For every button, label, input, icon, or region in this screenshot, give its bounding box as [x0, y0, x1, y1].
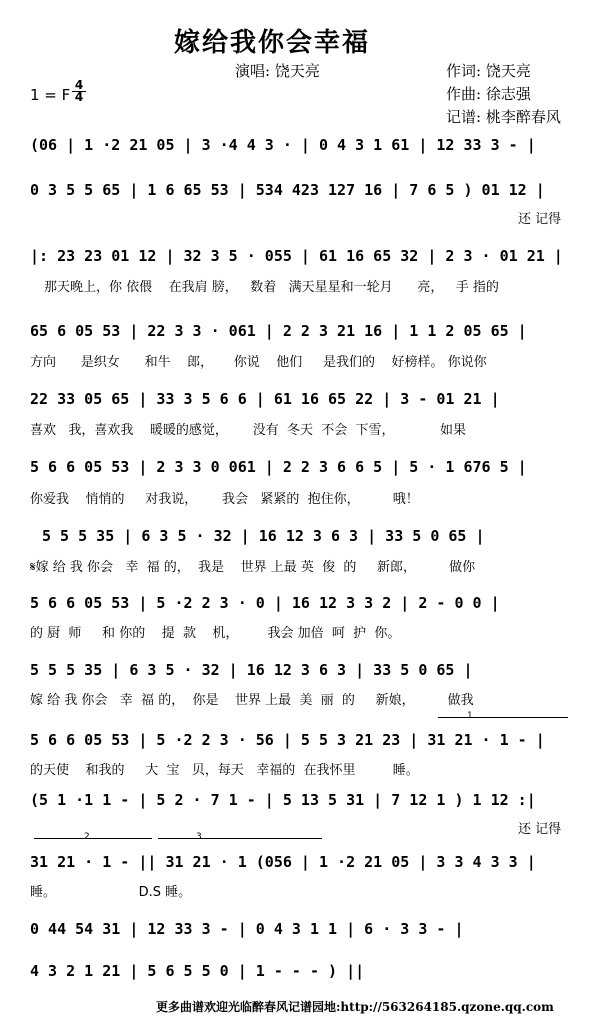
score-line-3	[0, 247, 609, 269]
time-signature	[72, 80, 86, 103]
tuplet-marker: 2	[84, 832, 90, 842]
tuplet-marker: 1	[467, 711, 473, 721]
notes: 5 6 6 05 53 | 2 3 3 0 061 | 2 2 3 6 6 5 | 5 · 1 676 5 |	[30, 458, 527, 476]
time-signature-top: 4	[74, 78, 84, 92]
score-line-11	[0, 791, 609, 813]
lyric-line-6: 你爱我 悄悄的 对我说， 我会 紧紧的 抱住你， 哦！	[30, 492, 419, 507]
lyric-line-3: 那天晚上，你 依偎 在我肩 膀， 数着 满天星星和一轮月 亮， 手 指的	[44, 280, 499, 295]
notes: (06 | 1 ·2 21 05 | 3 ·4 4 3 · | 0 4 3 1 61 | 12 33 3 - |	[30, 136, 536, 154]
lyric-line-12: 睡。 D.S 睡。	[30, 885, 192, 900]
notes: |: 23 23 01 12 | 32 3 5 · 055 | 61 16 65 32 | 2 3 · 01 21 |	[30, 247, 563, 265]
transcriber-credit: 记谱: 桃李醉春风	[446, 108, 561, 126]
score-line-4	[0, 322, 609, 344]
notes: 5 6 6 05 53 | 5 ·2 2 3 · 0 | 16 12 3 3 2 | 2 - 0 0 |	[30, 594, 500, 612]
score-line-12	[0, 853, 609, 875]
lyricist-credit: 作词: 饶天亮	[446, 62, 531, 80]
tuplet-bracket	[438, 717, 568, 718]
tuplet-bracket	[34, 838, 152, 839]
lyric-line-4: 方向 是织女 和牛 郎， 你说 他们 是我们的 好榜样。 你说你	[30, 355, 487, 370]
score-line-9	[0, 661, 609, 683]
lyric-line-7: 𝄋嫁 给 我 你会 幸 福 的， 我是 世界 上最 英 俊 的 新郎， 做你	[30, 560, 476, 575]
score-line-8	[0, 594, 609, 616]
singer-credit: 演唱: 饶天亮	[235, 62, 320, 80]
score-line-7	[0, 527, 609, 549]
lyric-line-8: 的 厨 师 和 你的 提 款 机， 我会 加倍 呵 护 你。	[30, 626, 401, 641]
score-line-1	[0, 136, 609, 158]
time-signature-bottom: 4	[72, 91, 86, 103]
lyric-line-2: 还 记得	[518, 212, 562, 227]
notes: 65 6 05 53 | 22 3 3 · 061 | 2 2 3 21 16 | 1 1 2 05 65 |	[30, 322, 527, 340]
notes: 5 5 5 35 | 6 3 5 · 32 | 16 12 3 6 3 | 33 5 0 65 |	[42, 527, 485, 545]
footer-link-text[interactable]: 更多曲谱欢迎光临醉春风记谱园地:http://563264185.qzone.qq.com	[156, 1000, 554, 1014]
notes: 4 3 2 1 21 | 5 6 5 5 0 | 1 - - - ) ||	[30, 962, 365, 980]
notes: 5 6 6 05 53 | 5 ·2 2 3 · 56 | 5 5 3 21 23 | 31 21 · 1 - |	[30, 731, 545, 749]
notes: (5 1 ·1 1 - | 5 2 · 7 1 - | 5 13 5 31 | 7 12 1 ) 1 12 :|	[30, 791, 536, 809]
score-line-5	[0, 390, 609, 412]
key-signature: 1 = F	[30, 86, 71, 104]
score-line-2	[0, 181, 609, 203]
lyric-line-10: 的天使 和我的 大 宝 贝，每天 幸福的 在我怀里 睡。	[30, 763, 419, 778]
score-line-6	[0, 458, 609, 480]
notes: 31 21 · 1 - || 31 21 · 1 (056 | 1 ·2 21 05 | 3 3 4 3 3 |	[30, 853, 536, 871]
score-line-14	[0, 962, 609, 984]
notes: 0 3 5 5 65 | 1 6 65 53 | 534 423 127 16 | 7 6 5 ) 01 12 |	[30, 181, 545, 199]
lyric-line-9: 嫁 给 我 你会 幸 福 的， 你是 世界 上最 美 丽 的 新娘， 做我	[30, 693, 474, 708]
notes: 22 33 05 65 | 33 3 5 6 6 | 61 16 65 22 | 3 - 01 21 |	[30, 390, 500, 408]
tuplet-bracket	[158, 838, 322, 839]
score-line-13	[0, 920, 609, 942]
tuplet-marker: 3	[196, 832, 202, 842]
notes: 5 5 5 35 | 6 3 5 · 32 | 16 12 3 6 3 | 33 5 0 65 |	[30, 661, 473, 679]
notes: 0 44 54 31 | 12 33 3 - | 0 4 3 1 1 | 6 · 3 3 - |	[30, 920, 464, 938]
lyric-line-11: 还 记得	[518, 822, 562, 837]
score-line-10	[0, 731, 609, 753]
song-title: 嫁给我你会幸福	[174, 28, 371, 58]
composer-credit: 作曲: 徐志强	[446, 85, 531, 103]
lyric-line-5: 喜欢 我，喜欢我 暖暖的感觉， 没有 冬天 不会 下雪， 如果	[30, 423, 466, 438]
